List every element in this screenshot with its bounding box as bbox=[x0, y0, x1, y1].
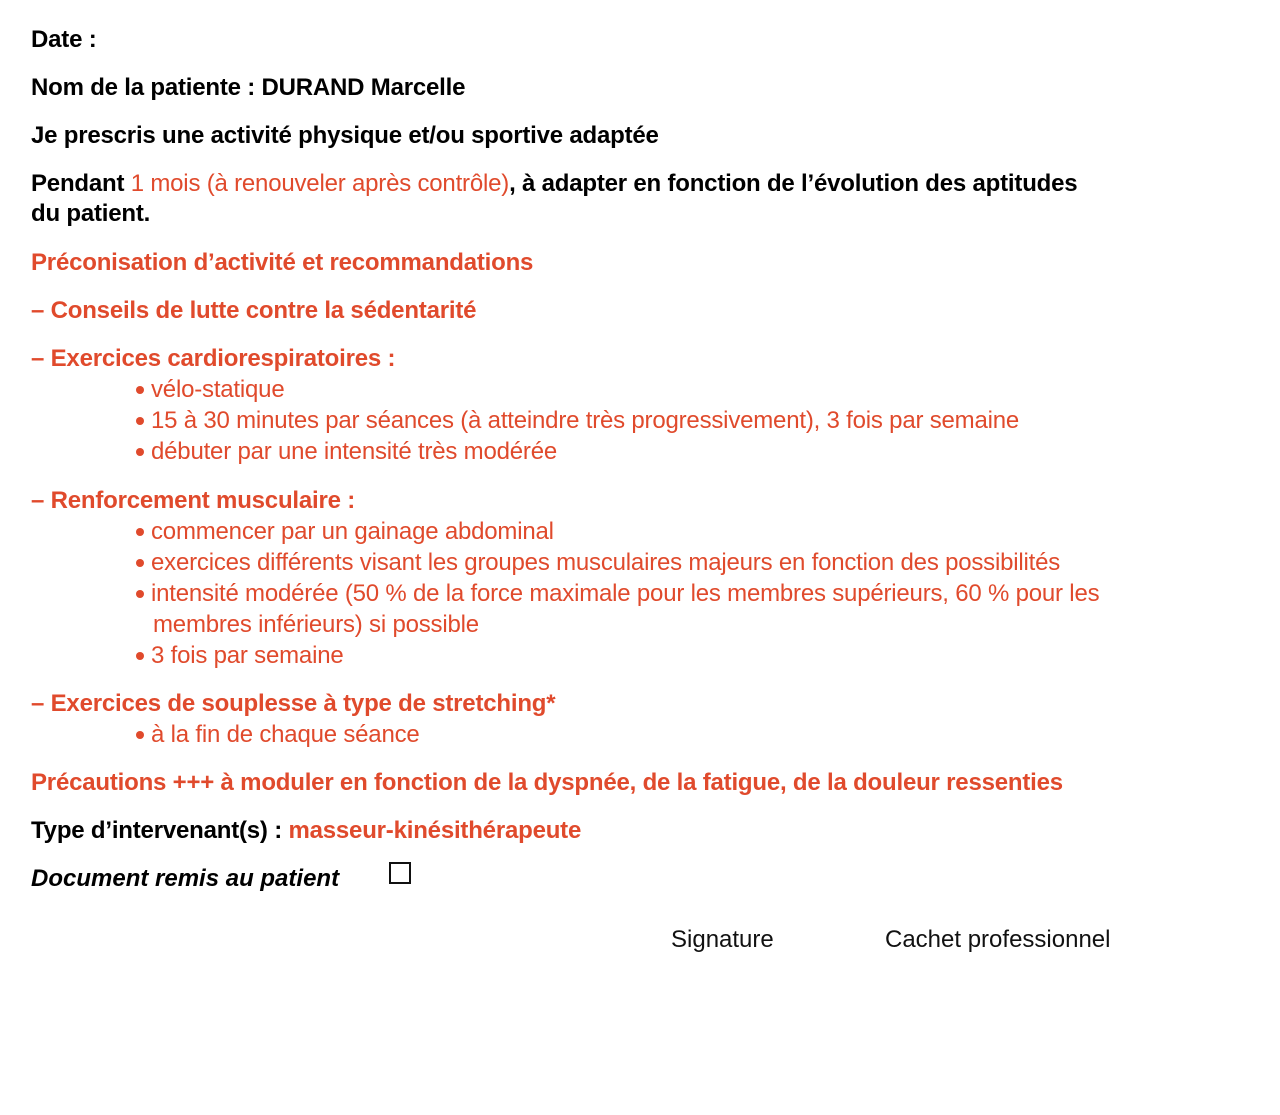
patient-name: DURAND Marcelle bbox=[261, 74, 466, 101]
duration-prefix: Pendant bbox=[31, 170, 131, 197]
duration-value: 1 mois (à renouveler après contrôle) bbox=[130, 170, 510, 197]
bullet-icon bbox=[136, 559, 144, 567]
bullet-icon bbox=[136, 652, 144, 660]
document-remis-checkbox[interactable] bbox=[389, 862, 411, 884]
cachet-label: Cachet professionnel bbox=[885, 926, 1111, 953]
section-heading-renforcement: – Renforcement musculaire : bbox=[31, 487, 356, 514]
list-item: commencer par un gainage abdominal bbox=[136, 518, 554, 546]
patient-label: Nom de la patiente : bbox=[31, 74, 262, 101]
bullet-icon bbox=[136, 590, 144, 598]
intervenant-field bbox=[31, 817, 581, 845]
intervenant-value: masseur-kinésithérapeute bbox=[288, 817, 582, 844]
duration-suffix: , à adapter en fonction de l’évolution des aptitudes bbox=[509, 170, 1078, 197]
list-item: intensité modérée (50 % de la force maximale pour les membres supérieurs, 60 % pour les bbox=[136, 580, 1099, 608]
list-item: débuter par une intensité très modérée bbox=[136, 438, 557, 466]
list-item: vélo-statique bbox=[136, 376, 284, 404]
intervenant-label: Type d’intervenant(s) : bbox=[31, 817, 289, 844]
list-item: à la fin de chaque séance bbox=[136, 721, 420, 749]
bullet-icon bbox=[136, 448, 144, 456]
section-heading-souplesse: – Exercices de souplesse à type de stretching* bbox=[31, 690, 556, 717]
precautions-text: Précautions +++ à moduler en fonction de la dyspnée, de la fatigue, de la douleur ressenties bbox=[31, 769, 1063, 796]
bullet-icon bbox=[136, 528, 144, 536]
duration-line bbox=[31, 170, 1077, 198]
recommendations-title: Préconisation d’activité et recommandations bbox=[31, 249, 534, 276]
signature-label: Signature bbox=[671, 926, 774, 953]
date-field bbox=[31, 26, 96, 54]
section-heading-sedentarite: – Conseils de lutte contre la sédentarité bbox=[31, 297, 477, 324]
list-item: 3 fois par semaine bbox=[136, 642, 344, 670]
list-item-continuation: membres inférieurs) si possible bbox=[153, 611, 479, 638]
list-item: 15 à 30 minutes par séances (à atteindre très progressivement), 3 fois par semaine bbox=[136, 407, 1019, 435]
section-heading-cardio: – Exercices cardiorespiratoires : bbox=[31, 345, 396, 372]
duration-line-2: du patient. bbox=[31, 200, 151, 227]
list-item: exercices différents visant les groupes musculaires majeurs en fonction des possibilités bbox=[136, 549, 1060, 577]
bullet-icon bbox=[136, 417, 144, 425]
date-label: Date : bbox=[31, 26, 97, 53]
document-remis-label: Document remis au patient bbox=[31, 865, 340, 892]
bullet-icon bbox=[136, 731, 144, 739]
bullet-icon bbox=[136, 386, 144, 394]
patient-name-field bbox=[31, 74, 465, 102]
prescription-statement: Je prescris une activité physique et/ou sportive adaptée bbox=[31, 122, 659, 149]
